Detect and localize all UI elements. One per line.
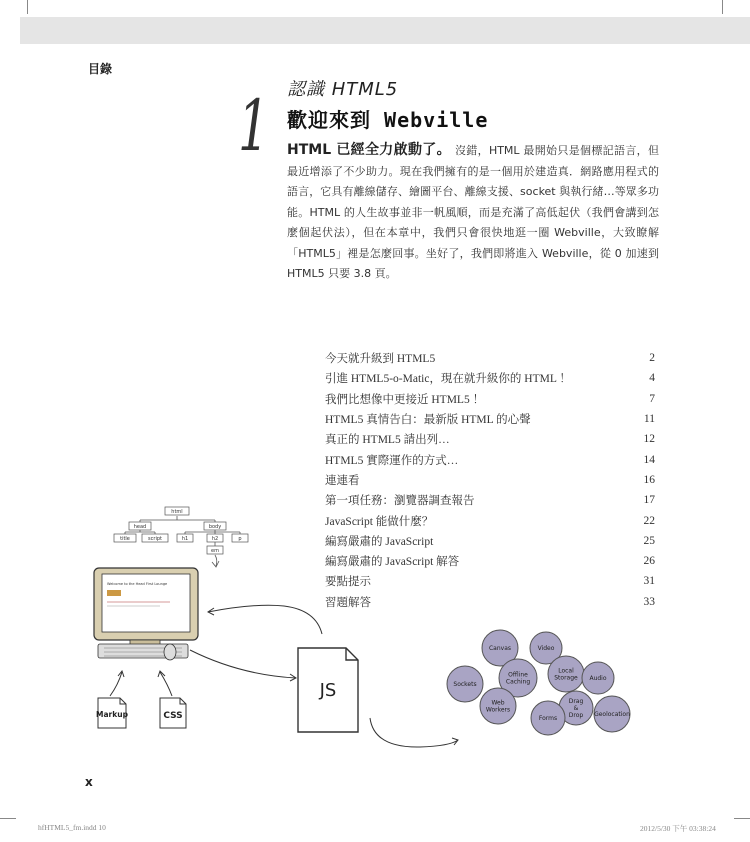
toc-item-page: 22 bbox=[643, 514, 655, 527]
chapter-label: 認識 HTML5 bbox=[287, 79, 399, 100]
feature-bubble bbox=[447, 666, 483, 702]
html5-diagram bbox=[90, 500, 650, 780]
tree-node-label: html bbox=[171, 509, 183, 515]
tree-node bbox=[165, 507, 189, 515]
toc-item-title: JavaScript 能做什麼？ bbox=[325, 515, 434, 528]
toc-item-page: 4 bbox=[649, 372, 655, 385]
toc-item-title: 引進 HTML5-o-Matic，現在就升級你的 HTML ！ bbox=[325, 373, 571, 386]
js-file bbox=[298, 648, 358, 732]
tree-node-label: title bbox=[120, 536, 130, 542]
toc-item-page: 2 bbox=[649, 352, 655, 365]
feature-bubble bbox=[480, 688, 516, 724]
toc-item-title: HTML5 真情告白：最新版 HTML 的心聲 bbox=[325, 414, 531, 427]
crop-mark bbox=[722, 0, 723, 14]
tree-node bbox=[207, 534, 223, 542]
page-number: x bbox=[85, 775, 93, 789]
toc-item-title: 今天就升級到 HTML5 bbox=[325, 353, 436, 366]
toc-item[interactable] bbox=[325, 449, 655, 469]
feature-bubble-label: Local bbox=[558, 667, 574, 675]
header-band bbox=[20, 17, 750, 44]
tree-node-label: em bbox=[211, 548, 219, 554]
tree-node-label: script bbox=[148, 536, 162, 542]
feature-bubble-label: & bbox=[573, 705, 579, 712]
feature-bubble bbox=[531, 701, 565, 735]
crop-mark bbox=[734, 818, 750, 819]
feature-bubble-label: Workers bbox=[485, 706, 511, 714]
toc-item-page: 11 bbox=[643, 413, 655, 426]
feature-bubble-label: Web bbox=[491, 699, 505, 707]
tree-node bbox=[204, 522, 226, 530]
toc-item[interactable] bbox=[325, 368, 655, 388]
feature-bubble-label: Forms bbox=[538, 715, 558, 722]
markup-label: Markup bbox=[96, 710, 128, 719]
toc-item-page: 7 bbox=[649, 392, 655, 405]
tree-node-label: h1 bbox=[181, 536, 189, 542]
feature-bubble bbox=[582, 662, 614, 694]
toc-item-title: 編寫嚴肅的 JavaScript bbox=[325, 535, 434, 548]
toc-item-title: 真正的 HTML5 請出列… bbox=[325, 434, 450, 447]
screen-heading: Welcome to the Head First Lounge bbox=[107, 582, 168, 586]
crop-mark bbox=[27, 0, 28, 14]
intro-paragraph bbox=[287, 140, 659, 285]
feature-bubble-label: Caching bbox=[505, 678, 531, 686]
toc-item-title: 第一項任務：瀏覽器調查報告 bbox=[325, 495, 475, 508]
feature-bubble-label: Offline bbox=[508, 671, 528, 679]
toc-item-title: 連連看 bbox=[325, 474, 360, 487]
feature-bubble-label: Drag bbox=[568, 698, 584, 705]
toc-item-page: 16 bbox=[643, 473, 655, 486]
tree-node bbox=[232, 534, 248, 542]
chapter-title: 歡迎來到 Webville bbox=[287, 108, 489, 132]
screen-image bbox=[107, 590, 121, 596]
feature-bubble-label: Drop bbox=[568, 712, 584, 719]
tree-node bbox=[177, 534, 193, 542]
intro-body: 沒錯，HTML 最開始只是個標記語言，但最近增添了不少助力。現在我們擁有的是一個用於建造真．網路應用程式的語言，它具有離線儲存、繪圖平台、離線支援、socket 與執行緒…等眾多功能。HTML 的人生故事並非一帆風順，而是充滿了高低起伏（我們會講到怎麼個起伏法），但在本章中，我們只會很快地逛一圈 Webville，大致瞭解「HTML5」裡是怎麼回事。坐好了，我們即將進入 Webville，從 0 加速到 HTML5 只要 3.8 頁。 bbox=[287, 144, 659, 280]
tree-node bbox=[142, 534, 168, 542]
toc-item-title: 要點提示 bbox=[325, 576, 371, 589]
toc-item-title: 習題解答 bbox=[325, 596, 371, 609]
toc-item-page: 12 bbox=[643, 433, 655, 446]
feature-bubble-label: Storage bbox=[554, 674, 578, 682]
tree-node bbox=[129, 522, 151, 530]
toc-item[interactable] bbox=[325, 429, 655, 449]
markup-file bbox=[96, 698, 129, 728]
toc-item-title: 我們比想像中更接近 HTML5 ！ bbox=[325, 393, 485, 406]
tree-node-label: p bbox=[238, 536, 242, 542]
crop-mark bbox=[0, 818, 16, 819]
toc-item[interactable] bbox=[325, 409, 655, 429]
mouse bbox=[164, 644, 176, 660]
toc-item[interactable] bbox=[325, 389, 655, 409]
tree-node bbox=[114, 534, 136, 542]
feature-bubble-label: Geolocation bbox=[594, 711, 630, 718]
feature-bubble bbox=[594, 696, 630, 732]
tree-node bbox=[207, 546, 223, 554]
footer-filename: hfHTML5_fm.indd 10 bbox=[38, 823, 106, 832]
intro-lead: HTML 已經全力啟動了。 bbox=[287, 142, 451, 158]
toc-item-page: 17 bbox=[643, 494, 655, 507]
tree-node-label: h2 bbox=[211, 536, 219, 542]
chapter-number: 1 bbox=[238, 85, 270, 167]
feature-bubble bbox=[548, 656, 584, 692]
toc-item[interactable] bbox=[325, 470, 655, 490]
toc-item[interactable] bbox=[325, 348, 655, 368]
toc-label: 目錄 bbox=[88, 62, 113, 76]
css-label: CSS bbox=[163, 711, 183, 721]
feature-bubble-label: Canvas bbox=[488, 645, 512, 652]
toc-item-page: 26 bbox=[643, 555, 655, 568]
feature-bubble-label: Video bbox=[537, 645, 555, 652]
tree-node-label: head bbox=[133, 524, 147, 530]
tree-nodes bbox=[114, 507, 248, 554]
feature-bubbles bbox=[447, 630, 630, 735]
tree-node-label: body bbox=[208, 524, 222, 530]
computer-illustration bbox=[94, 568, 198, 660]
footer-date: 2012/5/30 下午 03:38:24 bbox=[640, 824, 716, 833]
toc-item-page: 14 bbox=[643, 453, 655, 466]
js-label: JS bbox=[319, 680, 337, 701]
toc-item-page: 25 bbox=[643, 534, 655, 547]
feature-bubble-label: Sockets bbox=[453, 681, 477, 688]
toc-item-title: 編寫嚴肅的 JavaScript 解答 bbox=[325, 556, 460, 569]
toc-item-title: HTML5 實際運作的方式… bbox=[325, 454, 459, 467]
feature-bubble-label: Audio bbox=[589, 675, 607, 682]
toc-item-page: 31 bbox=[643, 575, 655, 588]
toc-item-page: 33 bbox=[643, 595, 655, 608]
css-file bbox=[160, 698, 186, 728]
